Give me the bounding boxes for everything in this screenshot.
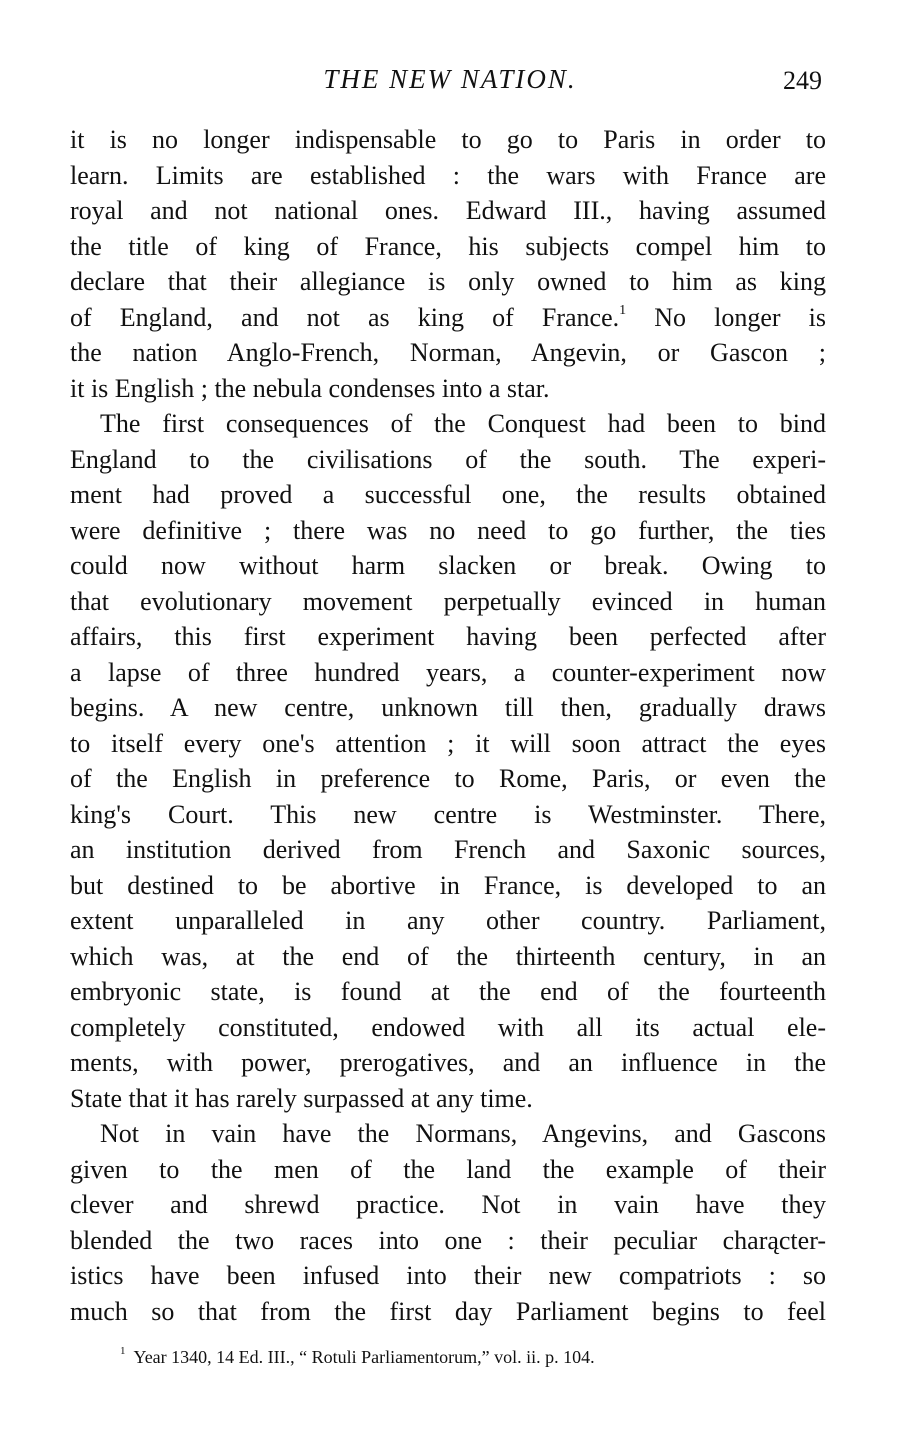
text-line: Not in vain have the Normans, Angevins, and Gascons — [100, 1119, 826, 1148]
page-header — [70, 64, 830, 104]
text-line: a lapse of three hundred years, a counter-experiment now — [70, 657, 826, 687]
text-line-head: of England, and not as king of France. — [70, 302, 620, 332]
text-line: begins. A new centre, unknown till then, gradually draws — [70, 693, 826, 722]
text-line: but destined to be abortive in France, is developed to an — [70, 870, 826, 900]
text-line: ments, with power, prerogatives, and an influence in the — [70, 1048, 826, 1077]
text-line: blended the two races into one : their peculiar charącter- — [70, 1225, 826, 1255]
page-number: 249 — [783, 66, 822, 95]
footnote-reference[interactable]: 1 — [619, 302, 627, 318]
text-line: to itself every one's attention ; it will soon attract the eyes — [70, 728, 826, 758]
paragraph-1 — [70, 122, 826, 406]
text-line-tail: No longer is — [654, 302, 826, 332]
text-line: were definitive ; there was no need to go further, the ties — [70, 515, 826, 545]
footnote-text: Year 1340, 14 Ed. III., “ Rotuli Parliamentorum,” vol. ii. p. 104. — [133, 1347, 595, 1367]
text-line: king's Court. This new centre is Westminster. There, — [70, 799, 826, 829]
paragraph-3 — [70, 1116, 826, 1329]
text-line: istics have been infused into their new compatriots : so — [70, 1261, 826, 1290]
text-line: which was, at the end of the thirteenth century, in an — [70, 941, 826, 971]
text-line: The first consequences of the Conquest had been to bind — [100, 409, 826, 438]
text-line: it is English ; the nebula condenses into a star. — [70, 373, 550, 403]
text-line: that evolutionary movement perpetually evinced in human — [70, 586, 826, 616]
text-line: much so that from the first day Parliament begins to feel — [70, 1296, 826, 1326]
text-line: of the English in preference to Rome, Paris, or even the — [70, 764, 826, 793]
text-line: State that it has rarely surpassed at any time. — [70, 1083, 533, 1113]
paragraph-2 — [70, 406, 826, 1116]
text-line: England to the civilisations of the south. The experi- — [70, 444, 826, 474]
text-line: extent unparalleled in any other country. Parliament, — [70, 906, 826, 935]
footnote-mark: 1 — [120, 1345, 126, 1357]
text-line: completely constituted, endowed with all its actual ele- — [70, 1012, 826, 1042]
text-line: given to the men of the land the example of their — [70, 1154, 826, 1184]
text-line: embryonic state, is found at the end of the fourteenth — [70, 977, 826, 1006]
text-line: could now without harm slacken or break. Owing to — [70, 551, 826, 580]
text-line: ment had proved a successful one, the results obtained — [70, 480, 826, 509]
text-line: clever and shrewd practice. Not in vain have they — [70, 1190, 826, 1219]
text-line: the title of king of France, his subjects compel him to — [70, 231, 826, 261]
footnote — [120, 1347, 820, 1368]
text-line: royal and not national ones. Edward III., having assumed — [70, 196, 826, 225]
text-line: affairs, this first experiment having been perfected after — [70, 622, 826, 651]
text-line: an institution derived from French and Saxonic sources, — [70, 835, 826, 864]
text-line-with-footnote — [70, 300, 826, 336]
body-text — [70, 122, 826, 1329]
text-line: the nation Anglo-French, Norman, Angevin, or Gascon ; — [70, 338, 826, 367]
text-line: declare that their allegiance is only owned to him as king — [70, 267, 826, 296]
text-line: it is no longer indispensable to go to Paris in order to — [70, 125, 826, 154]
text-line: learn. Limits are established : the wars with France are — [70, 160, 826, 190]
running-title: THE NEW NATION. — [323, 64, 577, 94]
